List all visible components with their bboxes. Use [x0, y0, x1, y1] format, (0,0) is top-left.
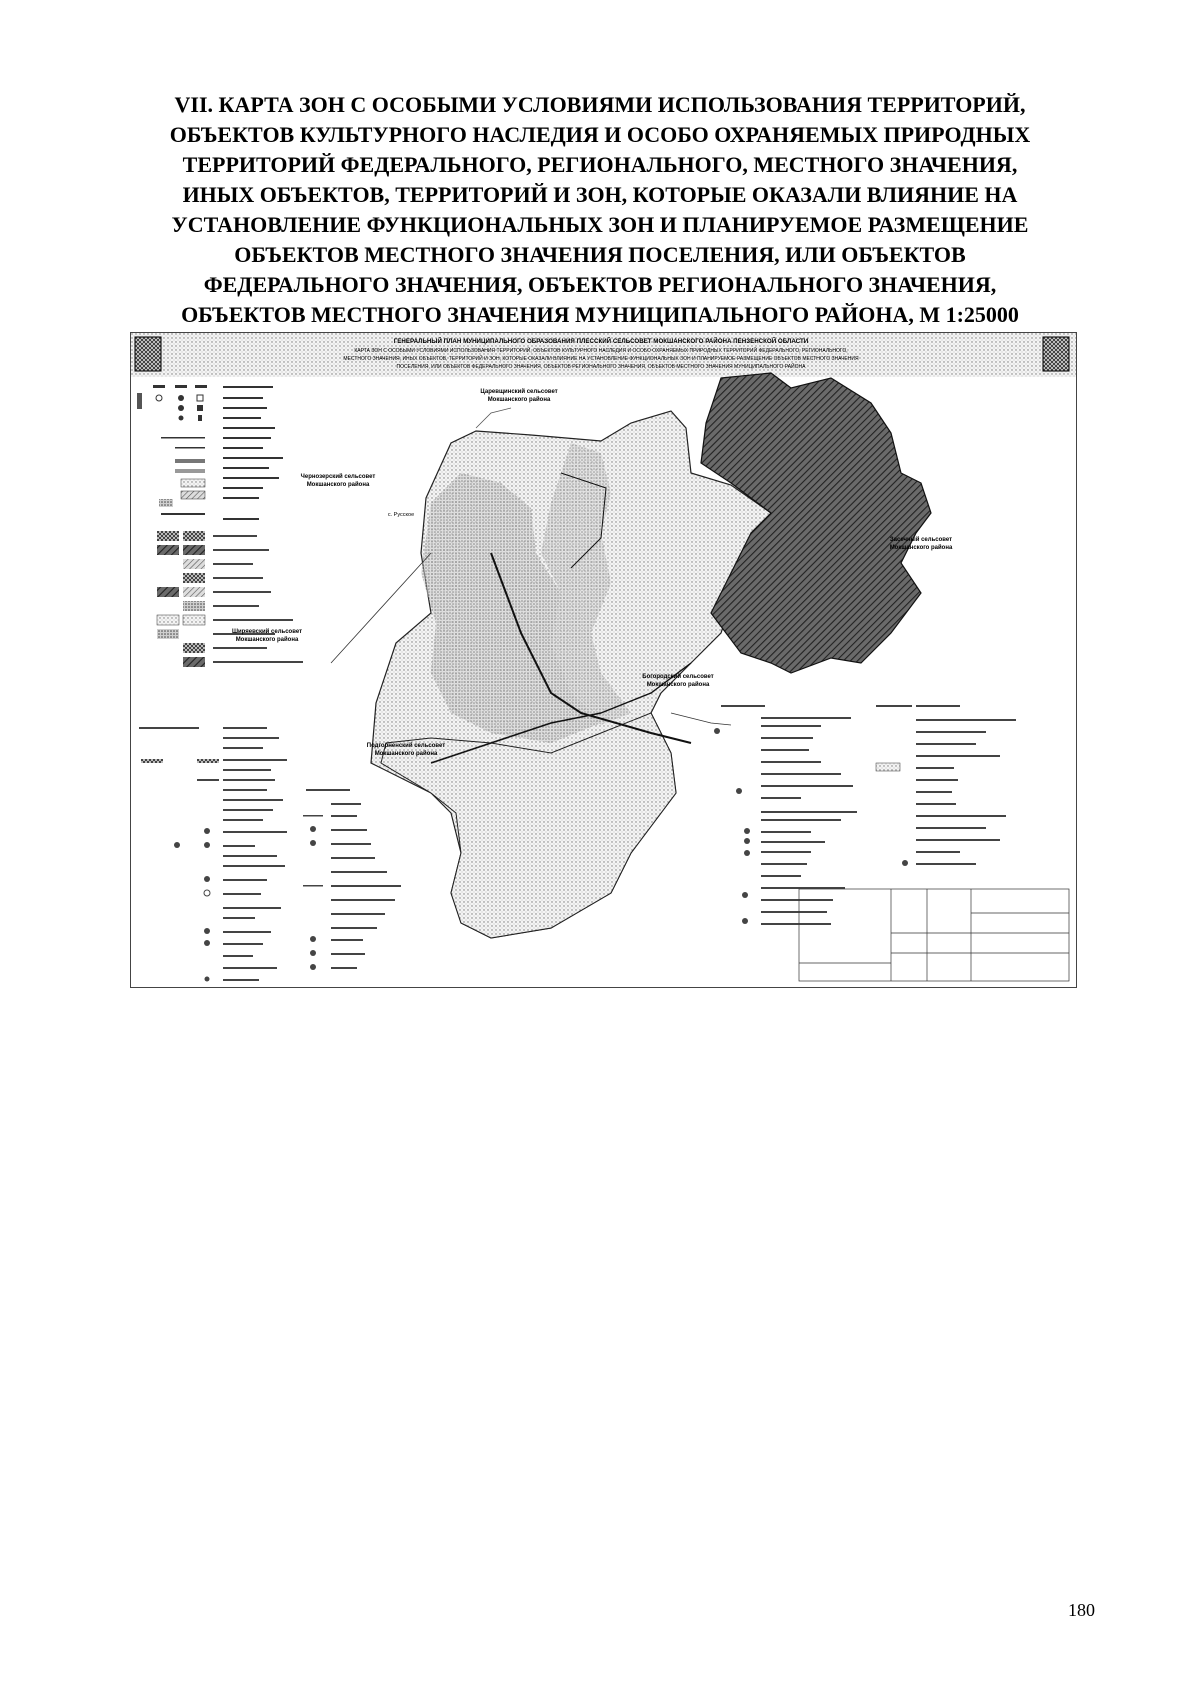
- map-figure: [130, 332, 1077, 988]
- legend-swatches: [157, 531, 303, 667]
- label-bogorodsky: Богородский сельсовет: [642, 674, 714, 680]
- document-heading: [118, 90, 1082, 330]
- heading-line: ОБЪЕКТОВ МЕСТНОГО ЗНАЧЕНИЯ ПОСЕЛЕНИЯ, ИЛИ ОБЪЕКТОВ: [234, 242, 966, 267]
- heading-line: VII. КАРТА ЗОН С ОСОБЫМИ УСЛОВИЯМИ ИСПОЛЬЗОВАНИЯ ТЕРРИТОРИЙ,: [174, 92, 1026, 117]
- label-tsarevshchinsky-district: Мокшанского района: [487, 397, 551, 403]
- heading-line: ОБЪЕКТОВ МЕСТНОГО ЗНАЧЕНИЯ МУНИЦИПАЛЬНОГО РАЙОНА, М 1:25000: [181, 302, 1019, 327]
- map-territory: [331, 373, 931, 938]
- heading-line: ИНЫХ ОБЪЕКТОВ, ТЕРРИТОРИЙ И ЗОН, КОТОРЫЕ ОКАЗАЛИ ВЛИЯНИЕ НА: [182, 182, 1018, 207]
- label-chernozersky: Чернозерский сельсовет: [300, 474, 376, 480]
- map-title-line: МЕСТНОГО ЗНАЧЕНИЯ, ИНЫХ ОБЪЕКТОВ, ТЕРРИТОРИЙ И ЗОН, КОТОРЫЕ ОКАЗАЛИ ВЛИЯНИЕ НА УСТАНОВЛЕНИЕ ФУНКЦИОНАЛЬНЫХ ЗОН И ПЛАНИРУЕМОЕ РАЗМЕЩЕНИЕ ОБЪЕКТОВ МЕСТНОГО ЗНАЧЕНИЯ: [343, 356, 859, 362]
- map-image: [131, 333, 1076, 987]
- label-shiryaevsky: Ширяевский сельсовет: [231, 629, 303, 635]
- map-title-line: КАРТА ЗОН С ОСОБЫМИ УСЛОВИЯМИ ИСПОЛЬЗОВАНИЯ ТЕРРИТОРИЙ, ОБЪЕКТОВ КУЛЬТУРНОГО НАСЛЕДИЯ И ОСОБО ОХРАНЯЕМЫХ ПРИРОДНЫХ ТЕРРИТОРИЙ ФЕДЕРАЛЬНОГО, РЕГИОНАЛЬНОГО,: [354, 348, 848, 354]
- label-chernozersky-district: Мокшанского района: [306, 482, 370, 488]
- emblem-left: [135, 337, 161, 371]
- legend-top-left: [137, 385, 283, 520]
- label-russkoe: с. Русское: [387, 512, 415, 518]
- heading-line: ТЕРРИТОРИЙ ФЕДЕРАЛЬНОГО, РЕГИОНАЛЬНОГО, МЕСТНОГО ЗНАЧЕНИЯ,: [182, 152, 1018, 177]
- map-title-line: ГЕНЕРАЛЬНЫЙ ПЛАН МУНИЦИПАЛЬНОГО ОБРАЗОВАНИЯ ПЛЕССКИЙ СЕЛЬСОВЕТ МОКШАНСКОГО РАЙОНА ПЕНЗЕНСКОЙ ОБЛАСТИ: [393, 338, 809, 345]
- heading-line: УСТАНОВЛЕНИЕ ФУНКЦИОНАЛЬНЫХ ЗОН И ПЛАНИРУЕМОЕ РАЗМЕЩЕНИЕ: [171, 212, 1029, 237]
- label-shiryaevsky-district: Мокшанского района: [235, 637, 299, 643]
- label-zasechny: Засечный сельсовет: [889, 537, 953, 543]
- label-podgornensky-district: Мокшанского района: [374, 751, 438, 757]
- label-bogorodsky-district: Мокшанского района: [646, 682, 710, 688]
- map-title-line: ПОСЕЛЕНИЯ, ИЛИ ОБЪЕКТОВ ФЕДЕРАЛЬНОГО ЗНАЧЕНИЯ, ОБЪЕКТОВ РЕГИОНАЛЬНОГО ЗНАЧЕНИЯ, ОБЪЕКТОВ МЕСТНОГО ЗНАЧЕНИЯ МУНИЦИПАЛЬНОГО РАЙОНА: [396, 364, 806, 370]
- label-tsarevshchinsky: Царевщинский сельсовет: [480, 389, 558, 395]
- page-number: 180: [1068, 1600, 1095, 1620]
- legend-bottom-center: [303, 789, 401, 970]
- heading-line: ОБЪЕКТОВ КУЛЬТУРНОГО НАСЛЕДИЯ И ОСОБО ОХРАНЯЕМЫХ ПРИРОДНЫХ: [169, 122, 1031, 147]
- label-zasechny-district: Мокшанского района: [889, 545, 953, 551]
- title-block: [799, 889, 1069, 981]
- legend-bottom-left: [139, 727, 287, 982]
- label-podgornensky: Подгорненский сельсовет: [366, 743, 446, 749]
- emblem-right: [1043, 337, 1069, 371]
- heading-line: ФЕДЕРАЛЬНОГО ЗНАЧЕНИЯ, ОБЪЕКТОВ РЕГИОНАЛЬНОГО ЗНАЧЕНИЯ,: [203, 272, 997, 297]
